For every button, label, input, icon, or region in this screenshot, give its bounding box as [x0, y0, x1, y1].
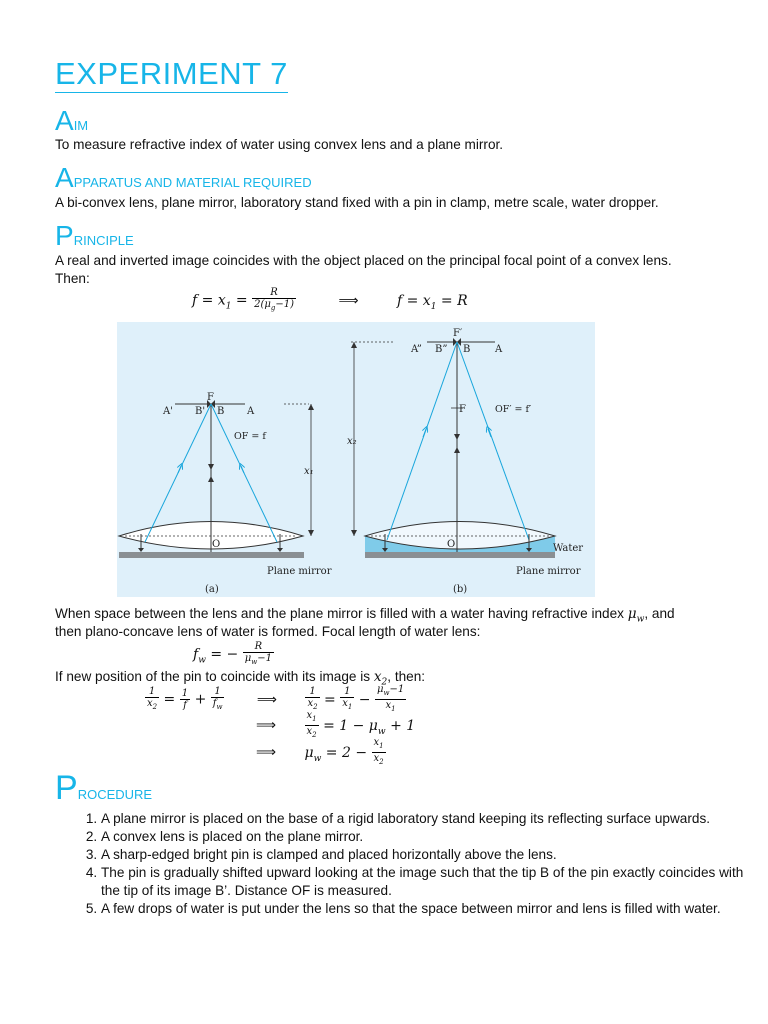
- label-A-b: A: [495, 344, 503, 355]
- water-lens-focal-equation: $f_w$ = − $\frac{R}{\mu_w-1}$: [193, 641, 272, 666]
- focal-length-equation: $f = x_1$ = $\frac{R}{2(\mu_g-1)}$ ⟹ $f = x_1 = R$: [192, 287, 468, 312]
- principle-heading-rest: RINCIPLE: [73, 233, 134, 248]
- procedure-step: 5. A few drops of water is put under the lens so that the space between mirror and lens is filled with water.: [101, 900, 751, 918]
- mu-w-symbol: $\mu_w$: [627, 606, 645, 625]
- apparatus-heading-cap: A: [55, 162, 74, 193]
- procedure-step: 3. A sharp-edged bright pin is clamped and placed horizontally above the lens.: [101, 846, 751, 864]
- diagram-a: [119, 392, 332, 595]
- apparatus-heading-rest: PPARATUS AND MATERIAL REQUIRED: [73, 175, 312, 190]
- label-App-b: A”: [411, 344, 422, 355]
- label-OF-b: OF′ = f′: [495, 404, 532, 415]
- aim-heading-cap: A: [55, 105, 74, 136]
- diagram-b: [347, 328, 583, 595]
- label-F-b: F: [459, 404, 466, 415]
- label-x1: x₁: [304, 466, 314, 477]
- label-water: Water: [553, 543, 584, 554]
- caption-a: (a): [205, 584, 219, 595]
- procedure-heading-cap: P: [55, 769, 78, 807]
- procedure-step: 4. The pin is gradually shifted upward looking at the image such that the tip B of the pin exactly coincides with the tip of its image B’. Distance OF is measured.: [101, 864, 751, 900]
- procedure-step: 1. A plane mirror is placed on the base of a rigid laboratory stand keeping its reflecting surface upwards.: [101, 810, 751, 828]
- principle-heading-cap: P: [55, 220, 74, 251]
- procedure-list: [55, 810, 751, 918]
- apparatus-text: A bi-convex lens, plane mirror, laboratory stand fixed with a pin in clamp, metre scale, water dropper.: [55, 195, 659, 210]
- label-A-a: A: [247, 406, 255, 417]
- aim-text: To measure refractive index of water using convex lens and a plane mirror.: [55, 137, 504, 152]
- aim-heading-rest: IM: [73, 118, 89, 133]
- plane-mirror-a: [119, 552, 304, 558]
- apparatus-heading: [55, 164, 312, 192]
- principle-heading: [55, 222, 134, 250]
- label-O-a: O: [212, 539, 221, 550]
- label-Ap-a: A': [163, 406, 173, 417]
- procedure-step: 2. A convex lens is placed on the plane mirror.: [101, 828, 751, 846]
- water-lens-text-line1: When space between the lens and the plane mirror is filled with a water having refractive index: [55, 606, 624, 621]
- derivation-line2: ⟹ $\frac{x_1}{x_2}$ = $1 - \mu_w + 1$: [256, 710, 416, 739]
- pin-position-text-end: , then:: [387, 669, 426, 684]
- label-mirror-a: Plane mirror: [267, 566, 332, 577]
- pin-position-text-main: If new position of the pin to coincide with its image is: [55, 669, 371, 684]
- label-O-b: O: [447, 539, 456, 550]
- procedure-heading: [55, 769, 153, 807]
- plane-mirror-b: [365, 552, 555, 558]
- aim-heading: [55, 107, 88, 135]
- principle-text: A real and inverted image coincides with the object placed on the principal focal point of a convex lens.: [55, 253, 672, 268]
- label-Fp-b: F′: [453, 328, 463, 339]
- label-B-a: B: [217, 406, 225, 417]
- caption-b: (b): [453, 584, 468, 595]
- label-x2: x₂: [347, 436, 357, 447]
- label-Bp-a: B': [195, 406, 206, 417]
- principle-then: Then:: [55, 271, 90, 286]
- procedure-heading-rest: ROCEDURE: [77, 787, 153, 802]
- water-lens-text-line1-end: , and: [644, 606, 675, 621]
- experiment-diagram: [117, 322, 595, 597]
- water-lens-text-line2: then plano-concave lens of water is formed. Focal length of water lens:: [55, 624, 481, 639]
- x2-symbol: $x_2$: [373, 669, 388, 688]
- label-OF-a: OF = f: [234, 431, 266, 442]
- label-Bpp-b: B”: [435, 344, 448, 355]
- label-F-a: F: [207, 392, 214, 403]
- derivation-line3: ⟹ $\mu_w = 2$ − $\frac{x_1}{x_2}$: [256, 737, 384, 766]
- label-B-b: B: [463, 344, 471, 355]
- page-title: EXPERIMENT 7: [55, 56, 288, 91]
- derivation-line1: $\frac{1}{x_2}$ = $\frac{1}{f}$ + $\frac{1}{f_w}$ ⟹ $\frac{1}{x_2}$ = $\frac{1}{x_1}$ − $\frac{\mu_w-1}{x_1}$: [147, 684, 405, 713]
- label-mirror-b: Plane mirror: [516, 566, 581, 577]
